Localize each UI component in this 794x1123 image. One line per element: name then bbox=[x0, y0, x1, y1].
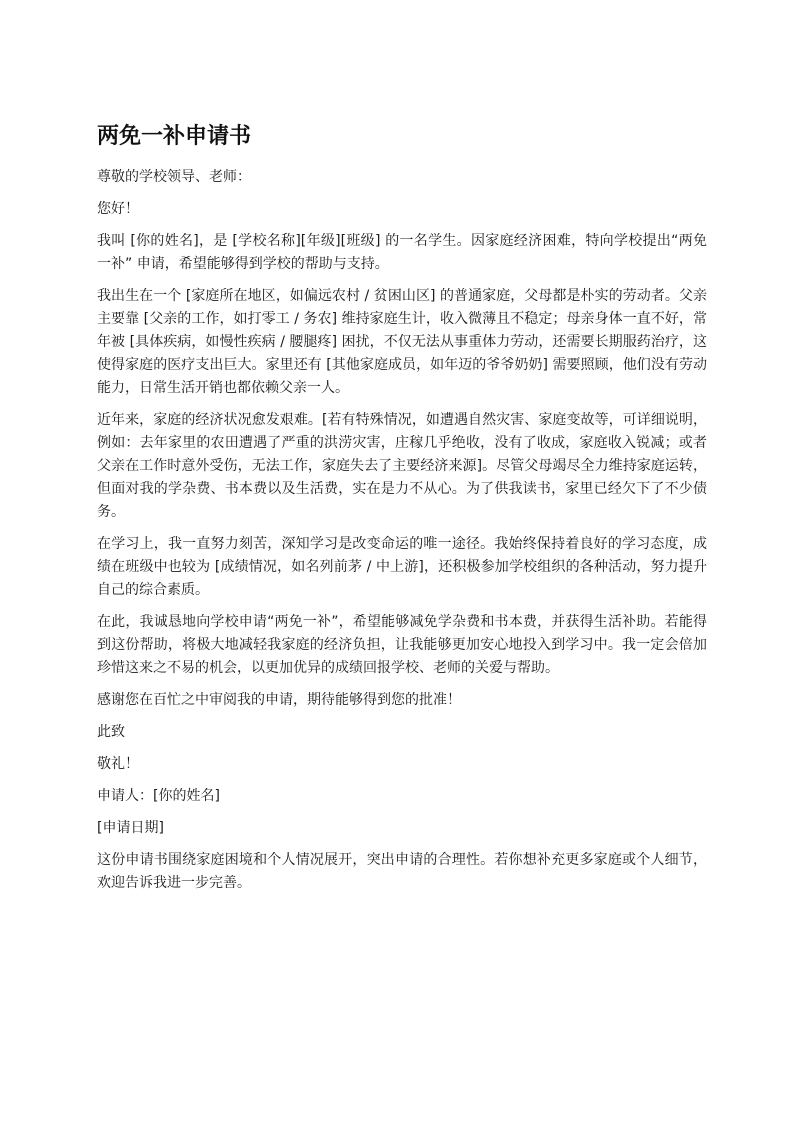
body-paragraph-intro: 我叫 [你的姓名]，是 [学校名称][年级][班级] 的一名学生。因家庭经济困难，特向学校提出“两免一补” 申请，希望能够得到学校的帮助与支持。 bbox=[97, 233, 707, 272]
date-line: [申请日期] bbox=[97, 820, 164, 836]
body-paragraph-hardship: 近年来，家庭的经济状况愈发艰难。[若有特殊情况，如遭遇自然灾害、家庭变故等，可详细说明，例如：去年家里的农田遭遇了严重的洪涝灾害，庄稼几乎绝收，没有了收成，家庭收入锐减；或者父亲在工作时意外受伤，无法工作，家庭失去了主要经济来源]。尽管父母竭尽全力维持家庭运转，但面对我的学杂费、书本费以及生活费，实在是力不从心。为了供我读书，家里已经欠下了不少债务。 bbox=[97, 412, 707, 520]
document-page bbox=[97, 120, 707, 904]
body-paragraph-study: 在学习上，我一直努力刻苦，深知学习是改变命运的唯一途径。我始终保持着良好的学习态度，成绩在班级中也较为 [成绩情况，如名列前茅 / 中上游]，还积极参加学校组织的各种活动，努力提升自己的综合素质。 bbox=[97, 536, 707, 598]
body-paragraph-request: 在此，我诚恳地向学校申请“两免一补”，希望能够减免学杂费和书本费，并获得生活补助。若能得到这份帮助，将极大地减轻我家庭的经济负担，让我能够更加安心地投入到学习中。我一定会倍加珍惜这来之不易的机会，以更加优异的成绩回报学校、老师的关爱与帮助。 bbox=[97, 614, 707, 676]
document-title: 两免一补申请书 bbox=[97, 124, 252, 149]
salutation: 尊敬的学校领导、老师： bbox=[97, 169, 251, 185]
greeting: 您好！ bbox=[97, 201, 139, 217]
body-paragraph-family: 我出生在一个 [家庭所在地区，如偏远农村 / 贫困山区] 的普通家庭，父母都是朴实的劳动者。父亲主要靠 [父亲的工作，如打零工 / 务农] 维持家庭生计，收入微薄且不稳定；母亲身体一直不好，常年被 [具体疾病，如慢性疾病 / 腰腿疼] 困扰，不仅无法从事重体力劳动，还需要长期服药治疗，这使得家庭的医疗支出巨大。家里还有 [其他家庭成员，如年迈的爷爷奶奶] 需要照顾，他们没有劳动能力，日常生活开销也都依赖父亲一人。 bbox=[97, 288, 707, 396]
assistant-note: 这份申请书围绕家庭困境和个人情况展开，突出申请的合理性。若你想补充更多家庭或个人细节，欢迎告诉我进一步完善。 bbox=[97, 852, 707, 891]
applicant-line: 申请人：[你的姓名] bbox=[97, 788, 220, 804]
closing-line-2: 敬礼！ bbox=[97, 756, 139, 772]
closing-line-1: 此致 bbox=[97, 724, 125, 740]
body-paragraph-thanks: 感谢您在百忙之中审阅我的申请，期待能够得到您的批准！ bbox=[97, 692, 461, 708]
